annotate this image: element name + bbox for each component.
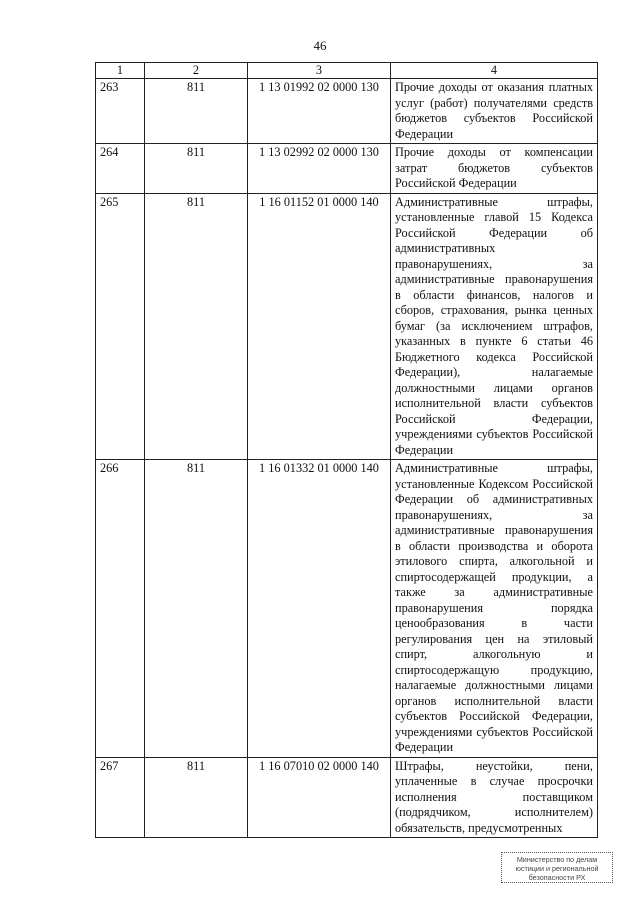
income-description: Административные штрафы, установленные главой 15 Кодекса Российской Федерации об административных правонарушениях, за административные правонарушения в области финансов, налогов и сборов, страхования, рынка ценных бумаг (за исключением штрафов, указанных в пункте 6 статьи 46 Бюджетного кодекса Российской Федерации), налагаемые должностными лицами органов исполнительной власти субъектов Российской Федерации, учреждениями субъектов Российской Федерации: [391, 193, 598, 460]
income-code: 1 13 01992 02 0000 130: [248, 79, 391, 144]
administrator-code: 811: [145, 193, 248, 460]
table-row: [96, 79, 598, 144]
page-number: 46: [313, 38, 327, 53]
income-code: 1 13 02992 02 0000 130: [248, 144, 391, 194]
row-number: 263: [96, 79, 145, 144]
income-description: Прочие доходы от оказания платных услуг (работ) получателями средств бюджетов субъектов Российской Федерации: [391, 79, 598, 144]
table-row: [96, 757, 598, 838]
administrator-code: 811: [145, 79, 248, 144]
stamp-line: юстиции и региональной: [515, 864, 599, 873]
table-row: [96, 193, 598, 460]
stamp-line: Министерство по делам: [516, 855, 598, 864]
administrator-code: 811: [145, 460, 248, 758]
income-description: Прочие доходы от компенсации затрат бюджетов субъектов Российской Федерации: [391, 144, 598, 194]
row-number: 266: [96, 460, 145, 758]
column-header-1: 1: [96, 63, 145, 79]
row-number: 264: [96, 144, 145, 194]
table-row: [96, 144, 598, 194]
ministry-stamp: [501, 852, 613, 883]
table-row: [96, 460, 598, 758]
income-description: Штрафы, неустойки, пени, уплаченные в случае просрочки исполнения поставщиком (подрядчиком, исполнителем) обязательств, предусмотренных: [391, 757, 598, 838]
column-header-2: 2: [145, 63, 248, 79]
stamp-line: безопасности РХ: [528, 873, 586, 882]
income-codes-table: [95, 62, 598, 838]
income-code: 1 16 01332 01 0000 140: [248, 460, 391, 758]
income-code: 1 16 01152 01 0000 140: [248, 193, 391, 460]
column-header-4: 4: [391, 63, 598, 79]
administrator-code: 811: [145, 757, 248, 838]
row-number: 265: [96, 193, 145, 460]
row-number: 267: [96, 757, 145, 838]
table-header-row: [96, 63, 598, 79]
income-description: Административные штрафы, установленные Кодексом Российской Федерации об административных правонарушениях, за административные правонарушения в области производства и оборота этилового спирта, алкогольной и спиртосодержащей продукции, а также за административные правонарушения порядка ценообразования в части регулирования цен на этиловый спирт, алкогольную и спиртосодержащую продукцию, налагаемые должностными лицами органов исполнительной власти субъектов Российской Федерации, учреждениями субъектов Российской Федерации: [391, 460, 598, 758]
column-header-3: 3: [248, 63, 391, 79]
income-code: 1 16 07010 02 0000 140: [248, 757, 391, 838]
administrator-code: 811: [145, 144, 248, 194]
